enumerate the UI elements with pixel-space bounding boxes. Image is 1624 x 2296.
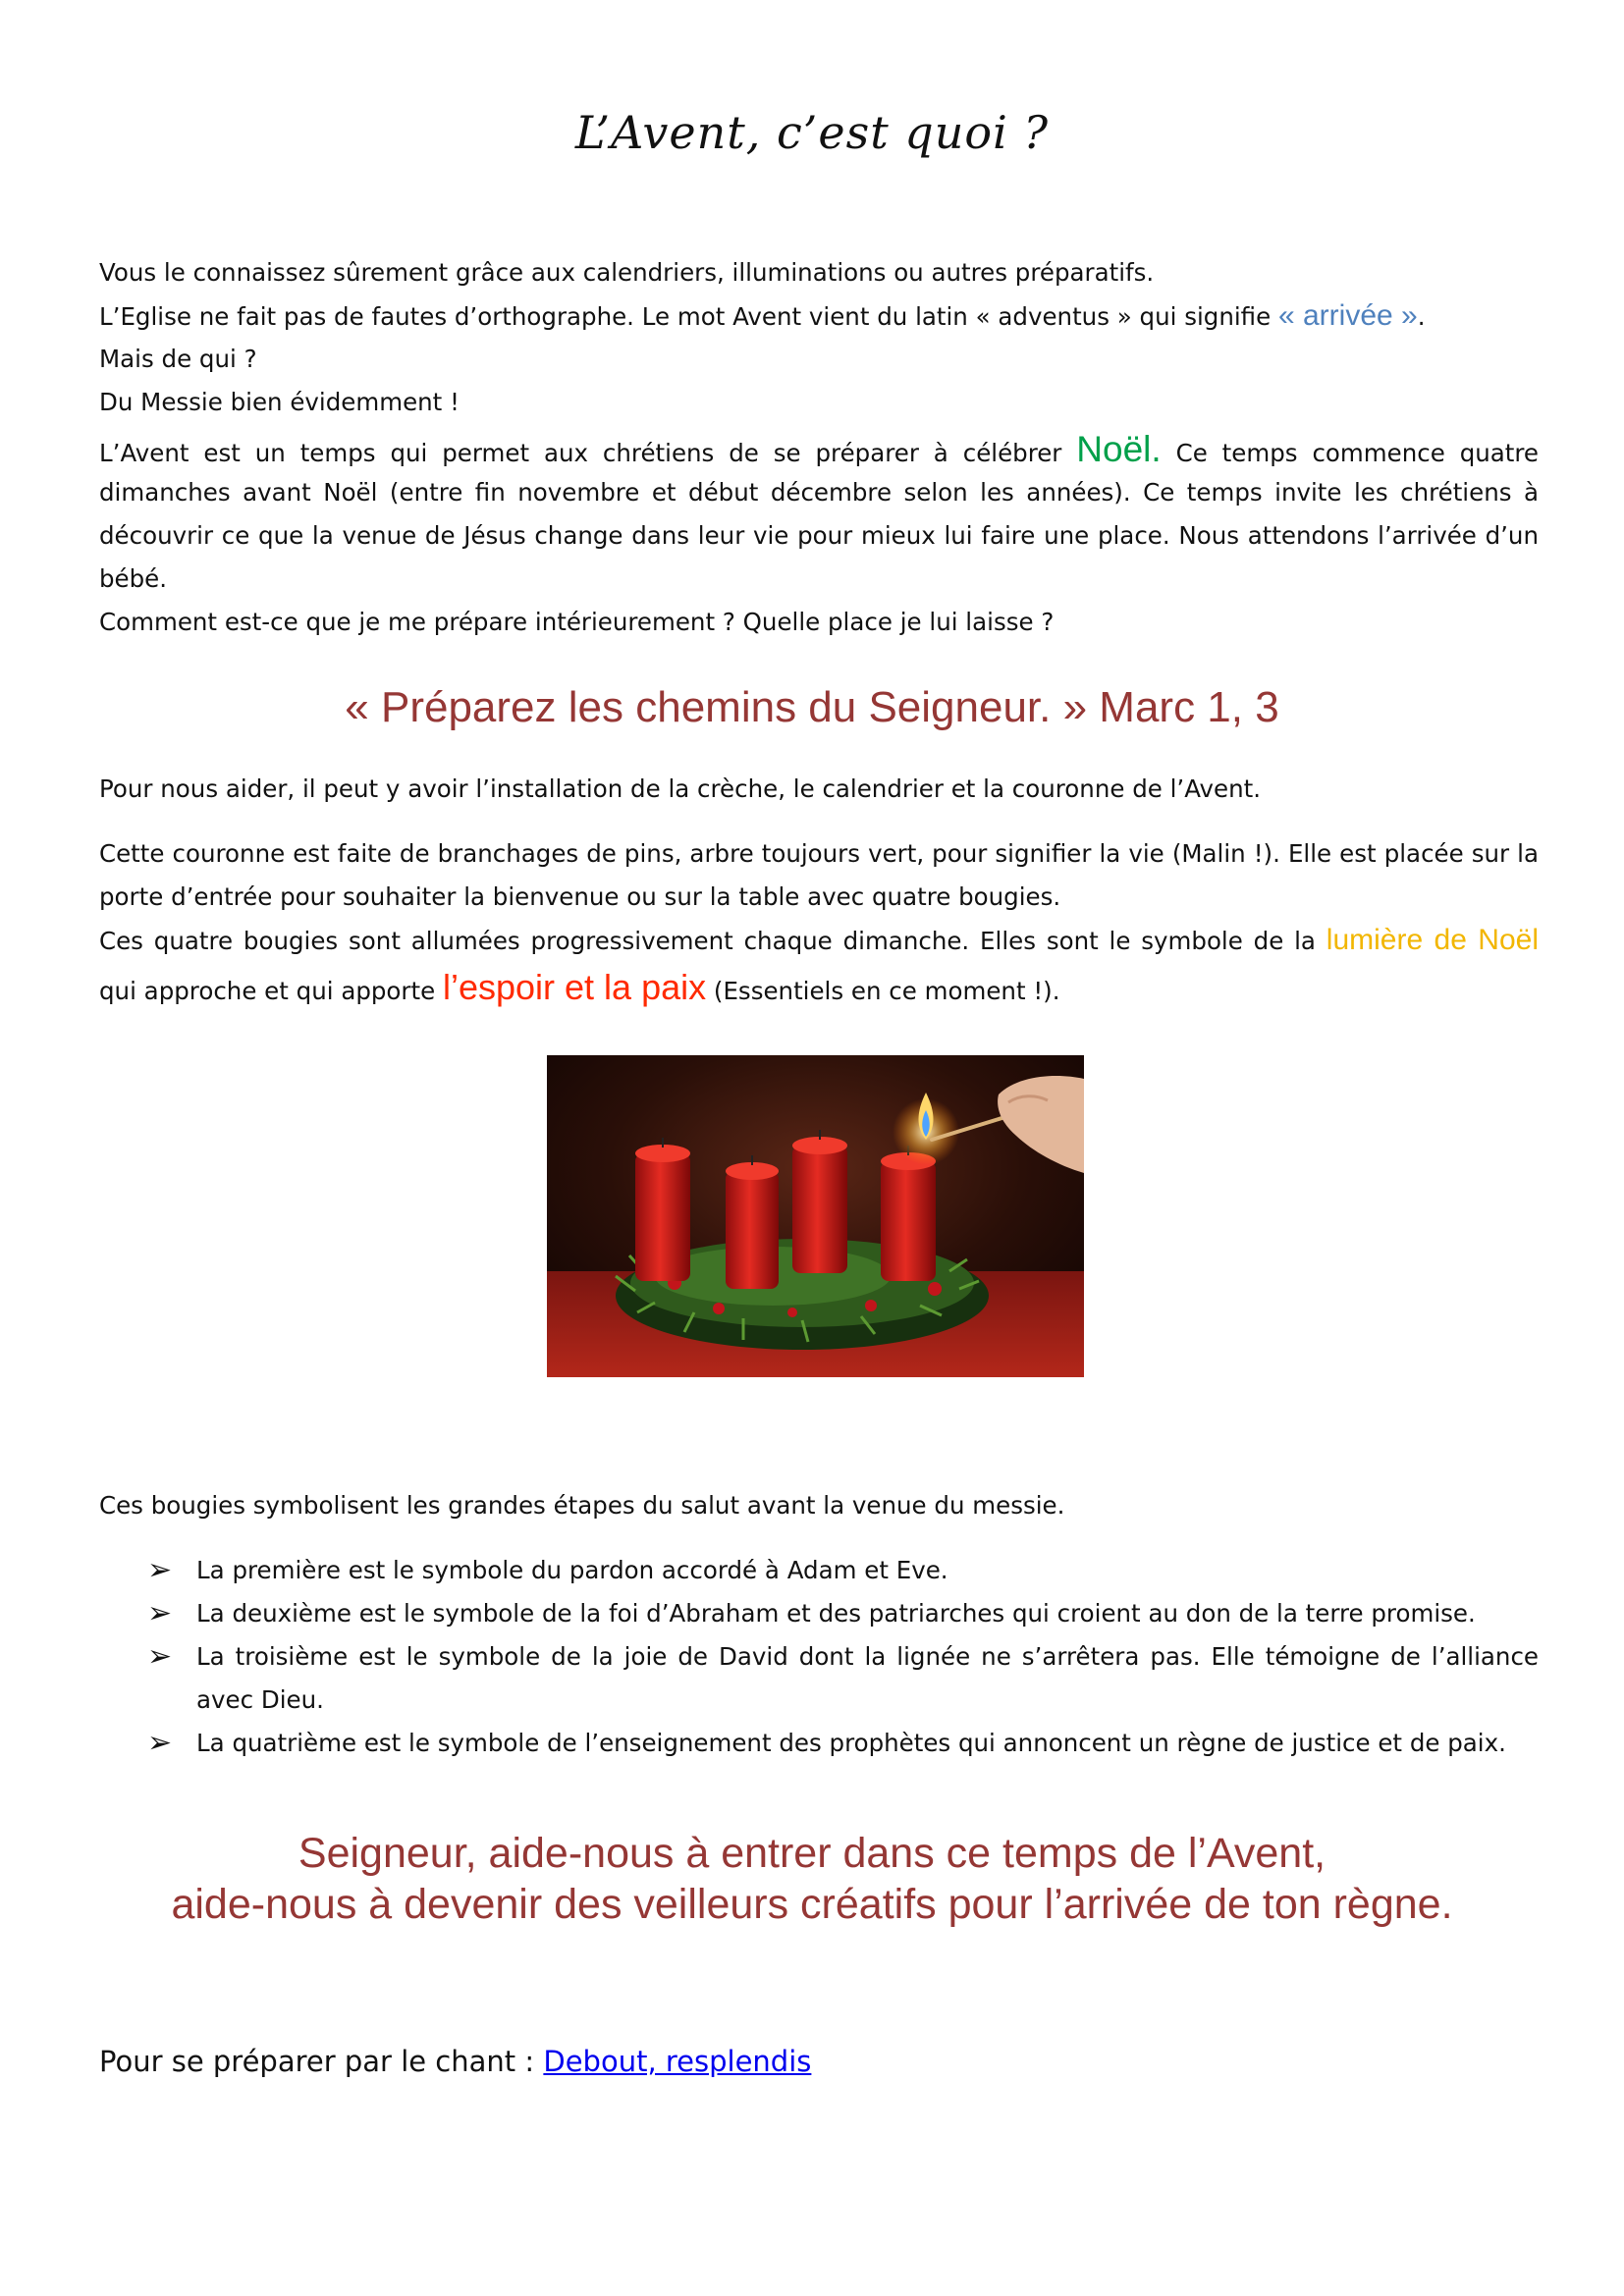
crown-line-4-text: qui approche et qui apporte <box>99 977 443 1005</box>
crown-line-1: Cette couronne est faite de branchages de pins, arbre toujours vert, pour signifier la vie (Malin !). Elle est placée sur la <box>99 839 1539 868</box>
bullet-arrow-icon: ➢ <box>147 1553 173 1587</box>
advent-para-line-4: bébé. <box>99 564 168 593</box>
candle-item-3: La troisième est le symbole de la joie de David dont la lignée ne s’arrêtera pas. Elle témoigne de l’alliance avec Dieu. <box>196 1642 1539 1714</box>
advent-wreath-photo <box>547 1055 1084 1377</box>
crown-line-3-text: Ces quatre bougies sont allumées progressivement chaque dimanche. Elles sont le symbole de la <box>99 927 1326 955</box>
intro-line-1 <box>99 251 1539 294</box>
noel-highlight: Noël. <box>1076 429 1162 469</box>
song-link[interactable]: Debout, resplendis <box>543 2045 812 2078</box>
crown-line-4-end: (Essentiels en ce moment !). <box>706 977 1060 1005</box>
symbolism-intro: Ces bougies symbolisent les grandes étapes du salut avant la venue du messie. <box>99 1491 1065 1520</box>
bible-verse: « Préparez les chemins du Seigneur. » Marc 1, 3 <box>345 683 1279 731</box>
intro-line-3: Mais de qui ? <box>99 345 257 373</box>
crown-line-3 <box>99 919 1539 963</box>
candle-item-2: La deuxième est le symbole de la foi d’Abraham et des patriarches qui croient au don de la terre promise. <box>196 1599 1476 1628</box>
advent-para-line-3: découvrir ce que la venue de Jésus change dans leur vie pour mieux lui faire une place. Nous attendons l’arrivée d’un <box>99 521 1539 550</box>
prayer-line-1: Seigneur, aide-nous à entrer dans ce temps de l’Avent, <box>298 1830 1326 1877</box>
song-line <box>99 2040 811 2083</box>
prayer-line-2: aide-nous à devenir des veilleurs créatifs pour l’arrivée de ton règne. <box>171 1881 1453 1928</box>
bullet-arrow-icon: ➢ <box>147 1726 173 1760</box>
candle-item-1: La première est le symbole du pardon accordé à Adam et Eve. <box>196 1556 948 1584</box>
crown-line-4 <box>99 966 1539 1013</box>
question-line: Comment est-ce que je me prépare intérieurement ? Quelle place je lui laisse ? <box>99 608 1055 636</box>
advent-para-line-1 <box>99 428 1539 475</box>
espoir-highlight: l’espoir et la paix <box>442 967 707 1007</box>
intro-line-2-text: L’Eglise ne fait pas de fautes d’orthographe. Le mot Avent vient du latin « adventus » qui signifie <box>99 302 1278 331</box>
page-title: L’Avent, c’est quoi ? <box>574 106 1050 159</box>
candle-item-4: La quatrième est le symbole de l’enseignement des prophètes qui annoncent un règne de justice et de paix. <box>196 1729 1506 1757</box>
lumiere-highlight: lumière de Noël <box>1326 924 1539 956</box>
bullet-arrow-icon: ➢ <box>147 1639 173 1674</box>
bullet-arrow-icon: ➢ <box>147 1596 173 1630</box>
help-line: Pour nous aider, il peut y avoir l’installation de la crèche, le calendrier et la couronne de l’Avent. <box>99 774 1262 803</box>
intro-line-2 <box>99 294 1539 339</box>
advent-para-text: L’Avent est un temps qui permet aux chrétiens de se préparer à célébrer <box>99 439 1077 467</box>
intro-line-2-end: . <box>1417 302 1426 331</box>
advent-para-line-2: dimanches avant Noël (entre fin novembre et début décembre selon les années). Ce temps invite les chrétiens à <box>99 478 1539 507</box>
advent-para-text-end: Ce temps commence quatre <box>1161 439 1540 467</box>
arrivee-highlight: « arrivée » <box>1277 299 1418 332</box>
song-label: Pour se préparer par le chant : <box>99 2045 544 2078</box>
intro-line-1-text: Vous le connaissez sûrement grâce aux calendriers, illuminations ou autres préparatifs. <box>99 258 1155 287</box>
intro-line-4: Du Messie bien évidemment ! <box>99 388 460 416</box>
crown-line-2: porte d’entrée pour souhaiter la bienvenue ou sur la table avec quatre bougies. <box>99 882 1061 911</box>
